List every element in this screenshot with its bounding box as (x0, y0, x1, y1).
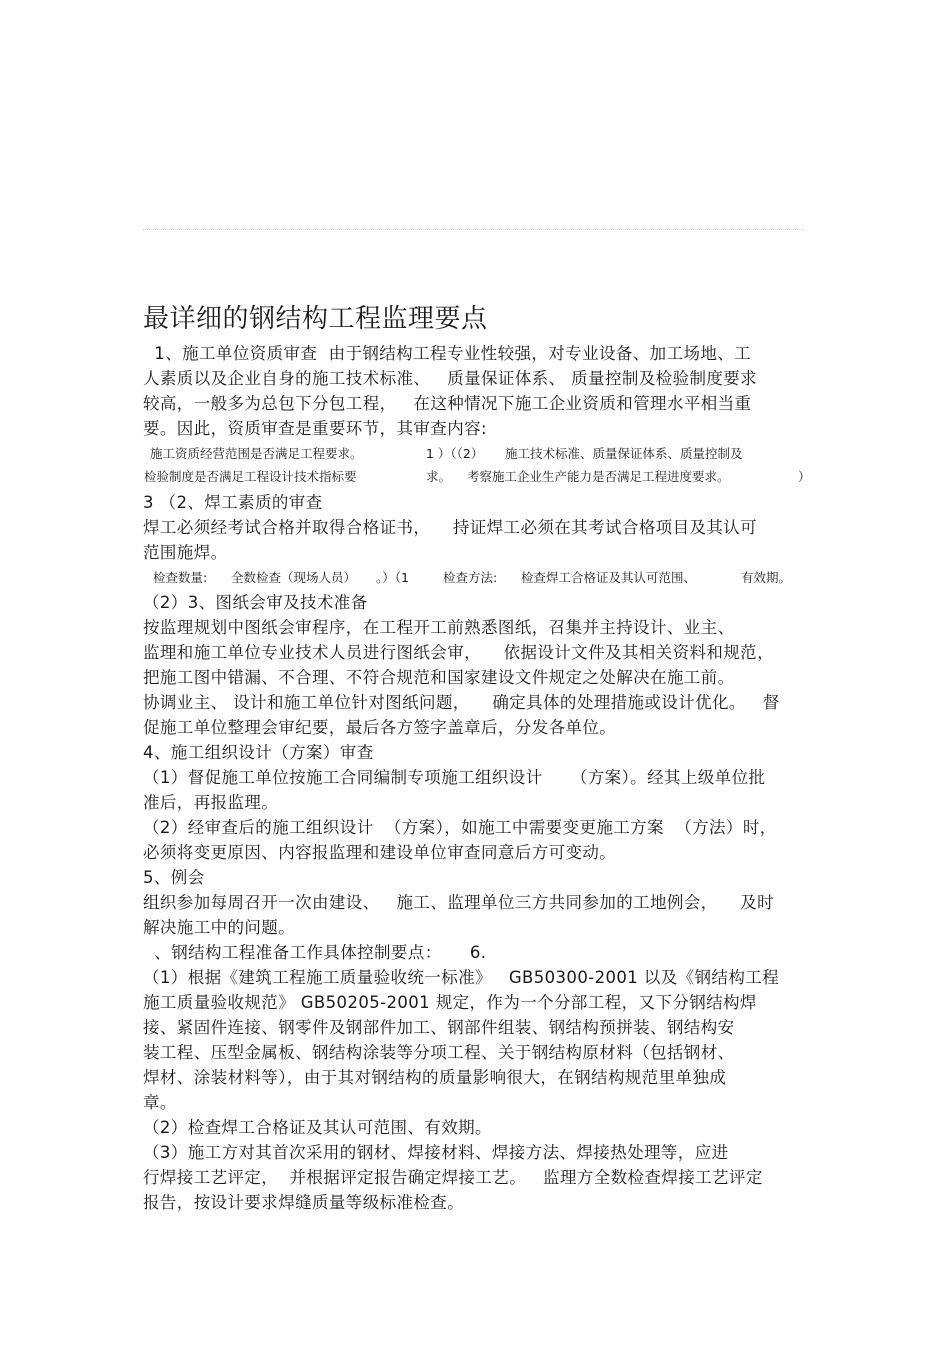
text-line: 按监理规划中图纸会审程序，在工程开工前熟悉图纸，召集并主持设计、业主、 (143, 618, 735, 637)
small-note: 施工技术标准、质量保证体系、质量控制及 (505, 446, 743, 461)
text-line: 装工程、压型金属板、钢结构涂装等分项工程、关于钢结构原材料（包括钢材、 (143, 1043, 735, 1062)
text-line: 焊材、涂装材料等），由于其对钢结构的质量影响很大，在钢结构规范里单独成 (143, 1068, 727, 1087)
text-line: 较高，一般多为总包下分包工程， 在这种情况下施工企业资质和管理水平相当重 (143, 394, 752, 413)
small-note: 检验制度是否满足工程设计技术指标要 (144, 469, 357, 484)
text-line: （1）根据《建筑工程施工质量验收统一标准》 GB50300-2001 以及《钢结构工程 (143, 968, 780, 987)
small-note: 。）（1 (376, 570, 409, 585)
small-note: 施工资质经营范围是否满足工程要求。 (150, 446, 363, 461)
text-line: 范围施焊。 (143, 543, 228, 562)
small-note: 求。 (426, 469, 452, 484)
text-line: 1、施工单位资质审查 由于钢结构工程专业性较强，对专业设备、加工场地、工 (143, 344, 752, 363)
small-note: 1 ）（（2） (426, 446, 484, 461)
text-line: （2）检查焊工合格证及其认可范围、有效期。 (143, 1118, 492, 1137)
text-line: 报告，按设计要求焊缝质量等级标准检查。 (143, 1193, 465, 1212)
small-note: 有效期。 (741, 570, 792, 585)
text-line: 监理和施工单位专业技术人员进行图纸会审， 依据设计文件及其相关资料和规范， (143, 643, 774, 662)
text-line: 解决施工中的问题。 (143, 918, 296, 937)
text-line: 促施工单位整理会审纪要，最后各方签字盖章后，分发各单位。 (143, 718, 617, 737)
text-line: 行焊接工艺评定， 并根据评定报告确定焊接工艺。 监理方全数检查焊接工艺评定 (143, 1168, 763, 1187)
small-note: 检查焊工合格证及其认可范围、 (521, 570, 697, 585)
text-line: 焊工必须经考试合格并取得合格证书， 持证焊工必须在其考试合格项目及其认可 (143, 518, 758, 537)
text-line: 、钢结构工程准备工作具体控制要点： 6. (143, 943, 487, 962)
text-line: （2）3、图纸会审及技术准备 (143, 593, 368, 612)
text-line: 人素质以及企业自身的施工技术标准、 质量保证体系、 质量控制及检验制度要求 (143, 369, 758, 388)
text-line: 准后，再报监理。 (143, 793, 279, 812)
small-note: 检查数量: (153, 570, 208, 585)
small-note: 考察施工企业生产能力是否满足工程进度要求。 (467, 469, 730, 484)
header-divider (143, 229, 804, 230)
text-line: 要。因此，资质审查是重要环节，其审查内容: (143, 419, 487, 438)
text-line: （1）督促施工单位按施工合同编制专项施工组织设计 （方案）。经其上级单位批 (143, 768, 766, 787)
text-line: 5、例会 (143, 868, 205, 887)
text-line: 3 （2、焊工素质的审查 (143, 493, 323, 512)
text-line: 接、紧固件连接、钢零件及钢部件加工、钢部件组装、钢结构预拼装、钢结构安 (143, 1018, 735, 1037)
small-note: 全数检查（现场人员） (231, 570, 357, 585)
text-line: 施工质量验收规范》 GB50205-2001 规定，作为一个分部工程，又下分钢结构焊 (143, 993, 757, 1012)
text-line: 4、施工组织设计（方案）审查 (143, 743, 374, 762)
text-line: 把施工图中错漏、不合理、不符合规范和国家建设文件规定之处解决在施工前。 (143, 668, 735, 687)
text-line: 协调业主、 设计和施工单位针对图纸问题， 确定具体的处理措施或设计优化。 督 (143, 693, 780, 712)
text-line: 必须将变更原因、内容报监理和建设单位审查同意后方可变动。 (143, 843, 617, 862)
text-line: 章。 (143, 1093, 177, 1112)
small-note: 检查方法: (443, 570, 498, 585)
text-line: （3）施工方对其首次采用的钢材、焊接材料、焊接方法、焊接热处理等，应进 (143, 1143, 729, 1162)
text-line: （2）经审查后的施工组织设计 （方案），如施工中需要变更施工方案 （方法）时， (143, 818, 777, 837)
small-note: ） (798, 469, 811, 484)
text-line: 组织参加每周召开一次由建设、 施工、监理单位三方共同参加的工地例会， 及时 (143, 893, 775, 912)
page-title: 最详细的钢结构工程监理要点 (143, 304, 488, 334)
